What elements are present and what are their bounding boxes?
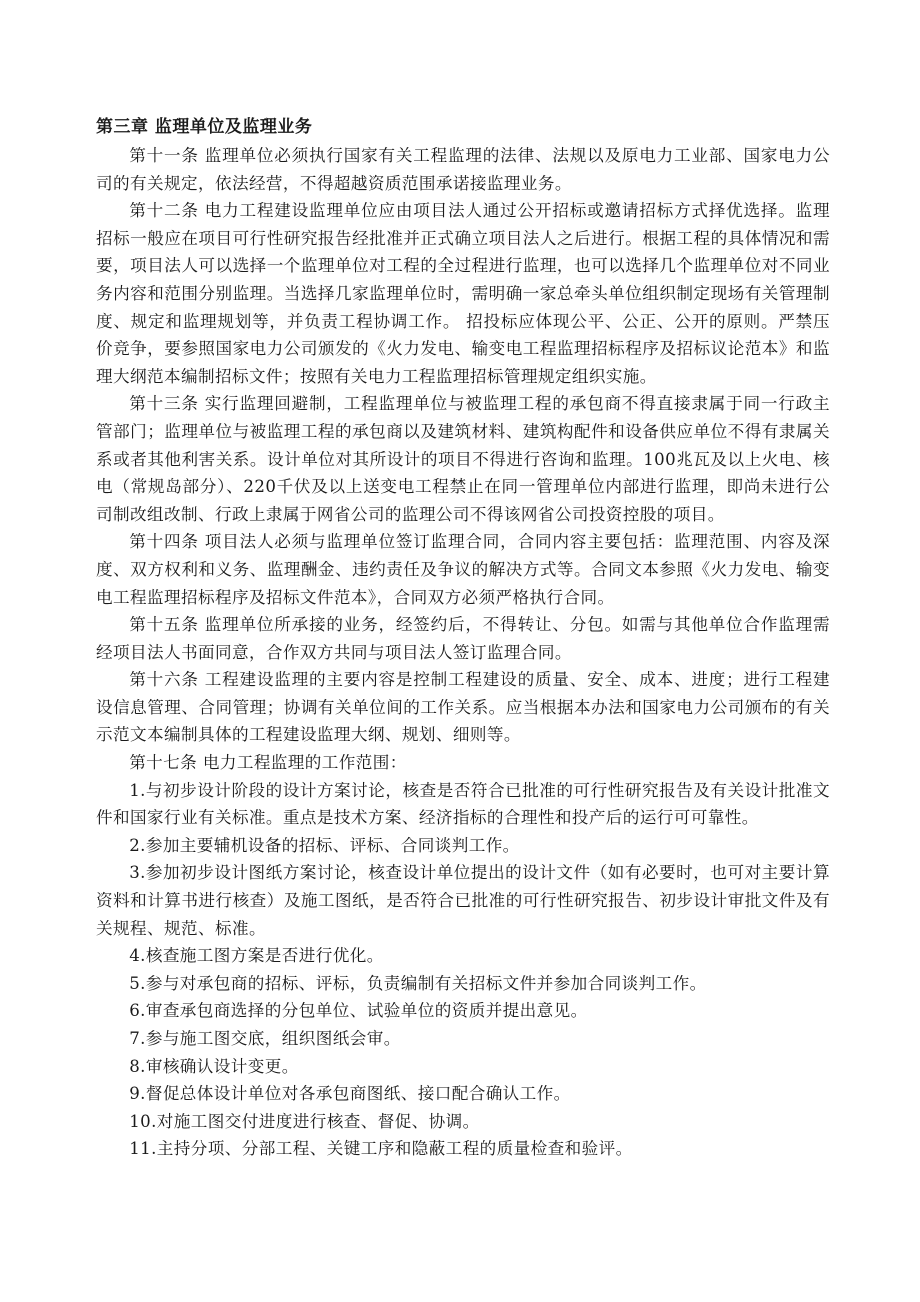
scope-item-7: 7.参与施工图交底，组织图纸会审。 [129,1029,401,1048]
scope-item-9: 9.督促总体设计单位对各承包商图纸、接口配合确认工作。 [129,1084,571,1104]
article-12: 第十二条 电力工程建设监理单位应由项目法人通过公开招标或邀请招标方式择优选择。监理招标一般应在项目可行性研究报告经批准并正式确立项目法人之后进行。根据工程的具体情况和需要，项目法人可以选择一个监理单位对工程的全过程进行监理，也可以选择几个监理单位对不同业务内容和范围分别监理。当选择几家监理单位时，需明确一家总牵头单位组织制定现场有关管理制度、规定和监理规划等，并负责工程协调工作。 招投标应体现公平、公正、公开的原则。严禁压价竞争，要参照国家电力公司颁发的《火力发电、输变电工程监理招标程序及招标议论范本》和监理大纲范本编制招标文件；按照有关电力工程监理招标管理规定组织实施。 [96,201,830,386]
article-17: 第十七条 电力工程监理的工作范围： [129,753,407,773]
scope-item-2: 2.参加主要辅机设备的招标、评标、合同谈判工作。 [129,835,520,855]
scope-item-4: 4.核查施工图方案是否进行优化。 [129,946,384,966]
article-15: 第十五条 监理单位所承接的业务，经签约后，不得转让、分包。如需与其他单位合作监理需经项目法人书面同意，合作双方共同与项目法人签订监理合同。 [96,615,830,662]
scope-item-3: 3.参加初步设计图纸方案讨论，核查设计单位提出的设计文件（如有必要时，也可对主要计算资料和计算书进行核查）及施工图纸，是否符合已批准的可行性研究报告、初步设计审批文件及有关规程、规范、标准。 [96,863,830,938]
article-11: 第十一条 监理单位必须执行国家有关工程监理的法律、法规以及原电力工业部、国家电力公司的有关规定，依法经营，不得超越资质范围承诺接监理业务。 [96,146,830,193]
document-page [96,112,830,1163]
chapter-title: 第三章 监理单位及监理业务 [96,117,313,137]
scope-item-8: 8.审核确认设计变更。 [129,1056,299,1076]
scope-item-5: 5.参与对承包商的招标、评标，负责编制有关招标文件并参加合同谈判工作。 [129,973,707,993]
article-16: 第十六条 工程建设监理的主要内容是控制工程建设的质量、安全、成本、进度；进行工程建设信息管理、合同管理；协调有关单位间的工作关系。应当根据本办法和国家电力公司颁布的有关示范文本编制具体的工程建设监理大纲、规划、细则等。 [96,670,830,745]
scope-item-6: 6.审查承包商选择的分包单位、试验单位的资质并提出意见。 [129,1001,588,1021]
scope-item-11: 11.主持分项、分部工程、关键工序和隐蔽工程的质量检查和验评。 [129,1139,633,1159]
article-14: 第十四条 项目法人必须与监理单位签订监理合同，合同内容主要包括：监理范围、内容及深度、双方权利和义务、监理酬金、违约责任及争议的解决方式等。合同文本参照《火力发电、输变电工程监理招标程序及招标文件范本》，合同双方必须严格执行合同。 [96,532,830,607]
scope-item-10: 10.对施工图交付进度进行核查、督促、协调。 [129,1111,480,1131]
article-13: 第十三条 实行监理回避制，工程监理单位与被监理工程的承包商不得直接隶属于同一行政主管部门；监理单位与被监理工程的承包商以及建筑材料、建筑构配件和设备供应单位不得有隶属关系或者其他利害关系。设计单位对其所设计的项目不得进行咨询和监理。100兆瓦及以上火电、核电（常规岛部分）、220千伏及以上送变电工程禁止在同一管理单位内部进行监理，即尚未进行公司制改组改制、行政上隶属于网省公司的监理公司不得该网省公司投资控股的项目。 [96,394,830,524]
scope-item-1: 1.与初步设计阶段的设计方案讨论，核查是否符合已批准的可行性研究报告及有关设计批准文件和国家行业有关标准。重点是技术方案、经济指标的合理性和投产后的运行可可靠性。 [96,780,830,828]
